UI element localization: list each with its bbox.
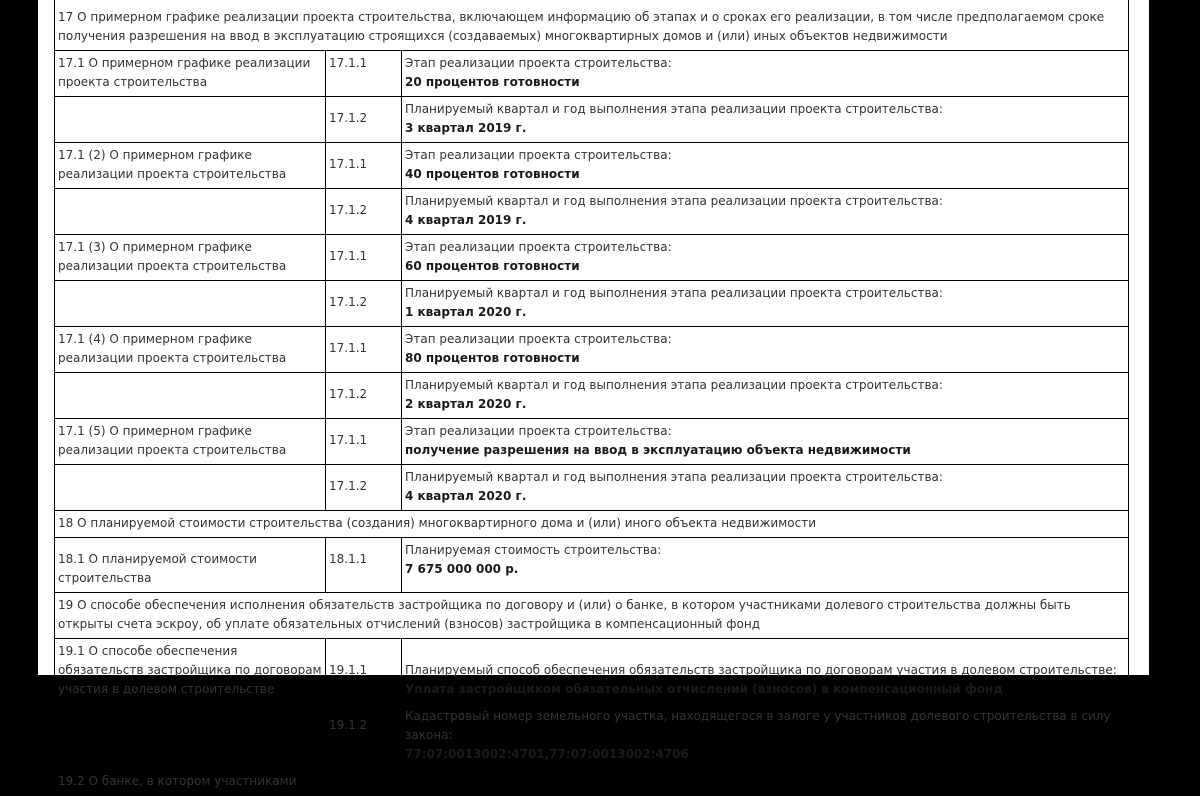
table-row [55,235,1129,281]
stage-3-label-2: Планируемый квартал и год выполнения этапа реализации проекта строительства: [405,286,943,300]
table-row [55,189,1129,235]
table-row [55,327,1129,373]
section-19-empty [55,704,326,769]
stage-4-cell-1 [402,327,1129,373]
stage-5-cell-1 [402,419,1129,465]
stage-4-empty [55,373,326,419]
section-18-name: 18.1 О планируемой стоимости строительства [55,538,326,593]
section-17-row [55,0,1129,51]
section-19-cell-1 [402,639,1129,704]
stage-4-value-1: 80 процентов готовности [405,351,580,365]
stage-5-value-2: 4 квартал 2020 г. [405,489,527,503]
stage-1-code-2: 17.1.2 [326,97,402,143]
stage-1-value-2: 3 квартал 2019 г. [405,121,527,135]
stage-4-label-1: Этап реализации проекта строительства: [405,332,672,346]
section-19-code-2: 19.1.2 [326,704,402,769]
stage-5-label-2: Планируемый квартал и год выполнения этапа реализации проекта строительства: [405,470,943,484]
table-row [55,538,1129,593]
stage-2-empty [55,189,326,235]
stage-3-name: 17.1 (3) О примерном графике реализации проекта строительства [55,235,326,281]
stage-2-value-1: 40 процентов готовности [405,167,580,181]
stage-4-cell-2 [402,373,1129,419]
stage-2-cell-2 [402,189,1129,235]
document-page [38,0,1149,788]
table-row [55,769,1129,796]
stage-3-empty [55,281,326,327]
section-19-2-name: 19.2 О банке, в котором участниками [55,769,326,796]
section-19-2-code [326,769,402,796]
stage-5-code-2: 17.1.2 [326,465,402,511]
table-row [55,51,1129,97]
section-19-label-1: Планируемый способ обеспечения обязательств застройщика по договорам участия в долевом строительстве: [405,663,1117,677]
section-19-value-1: Уплата застройщиком обязательных отчислений (взносов) в компенсационный фонд [405,682,1003,696]
stage-4-value-2: 2 квартал 2020 г. [405,397,527,411]
stage-4-label-2: Планируемый квартал и год выполнения этапа реализации проекта строительства: [405,378,943,392]
table-row [55,373,1129,419]
stage-3-code-1: 17.1.1 [326,235,402,281]
table-row [55,704,1129,769]
stage-4-code-1: 17.1.1 [326,327,402,373]
stage-4-name: 17.1 (4) О примерном графике реализации проекта строительства [55,327,326,373]
table-row [55,281,1129,327]
stage-5-empty [55,465,326,511]
stage-2-label-2: Планируемый квартал и год выполнения этапа реализации проекта строительства: [405,194,943,208]
section-19-cell-2 [402,704,1129,769]
stage-3-cell-2 [402,281,1129,327]
table-row [55,419,1129,465]
table-row [55,97,1129,143]
table-row [55,639,1129,704]
stage-2-code-2: 17.1.2 [326,189,402,235]
section-19-2-cell [402,769,1129,796]
table-row [55,143,1129,189]
stage-3-value-1: 60 процентов готовности [405,259,580,273]
section-19-name: 19.1 О способе обеспечения обязательств застройщика по договорам участия в долевом строительстве [55,639,326,704]
section-18-value: 7 675 000 000 р. [405,562,519,576]
stage-2-label-1: Этап реализации проекта строительства: [405,148,672,162]
stage-3-code-2: 17.1.2 [326,281,402,327]
stage-1-cell-2 [402,97,1129,143]
table-row [55,465,1129,511]
stage-5-value-1: получение разрешения на ввод в эксплуатацию объекта недвижимости [405,443,911,457]
stage-2-code-1: 17.1.1 [326,143,402,189]
stage-5-label-1: Этап реализации проекта строительства: [405,424,672,438]
section-18-cell [402,538,1129,593]
section-18-title: 18 О планируемой стоимости строительства (создания) многоквартирного дома и (или) иного объекта недвижимости [55,511,1129,538]
stage-1-label-2: Планируемый квартал и год выполнения этапа реализации проекта строительства: [405,102,943,116]
stage-3-value-2: 1 квартал 2020 г. [405,305,527,319]
stage-1-code-1: 17.1.1 [326,51,402,97]
stage-1-cell-1 [402,51,1129,97]
stage-3-cell-1 [402,235,1129,281]
section-19-code-1: 19.1.1 [326,639,402,704]
stage-2-name: 17.1 (2) О примерном графике реализации проекта строительства [55,143,326,189]
stage-1-name: 17.1 О примерном графике реализации проекта строительства [55,51,326,97]
stage-5-name: 17.1 (5) О примерном графике реализации проекта строительства [55,419,326,465]
stage-1-value-1: 20 процентов готовности [405,75,580,89]
section-17-title: 17 О примерном графике реализации проекта строительства, включающем информацию об этапах и о сроках его реализации, в том числе предполагаемом сроке получения разрешения на ввод в эксплуатацию строящихся (создаваемых) многоквартирных домов и (или) иных объектов недвижимости [55,0,1129,51]
declaration-table [54,0,1129,796]
section-19-value-2: 77:07:0013002:4701,77:07:0013002:4706 [405,747,689,761]
stage-1-empty [55,97,326,143]
section-18-row [55,511,1129,538]
stage-3-label-1: Этап реализации проекта строительства: [405,240,672,254]
section-18-label: Планируемая стоимость строительства: [405,543,662,557]
section-18-code: 18.1.1 [326,538,402,593]
stage-4-code-2: 17.1.2 [326,373,402,419]
stage-2-cell-1 [402,143,1129,189]
section-19-row [55,593,1129,639]
section-19-title: 19 О способе обеспечения исполнения обязательств застройщика по договору и (или) о банке, в котором участниками долевого строительства должны быть открыты счета эскроу, об уплате обязательных отчислений (взносов) застройщика в компенсационный фонд [55,593,1129,639]
stage-5-cell-2 [402,465,1129,511]
stage-2-value-2: 4 квартал 2019 г. [405,213,527,227]
stage-5-code-1: 17.1.1 [326,419,402,465]
stage-1-label-1: Этап реализации проекта строительства: [405,56,672,70]
section-19-label-2: Кадастровый номер земельного участка, находящегося в залоге у участников долевого строительства в силу закона: [405,709,1111,742]
